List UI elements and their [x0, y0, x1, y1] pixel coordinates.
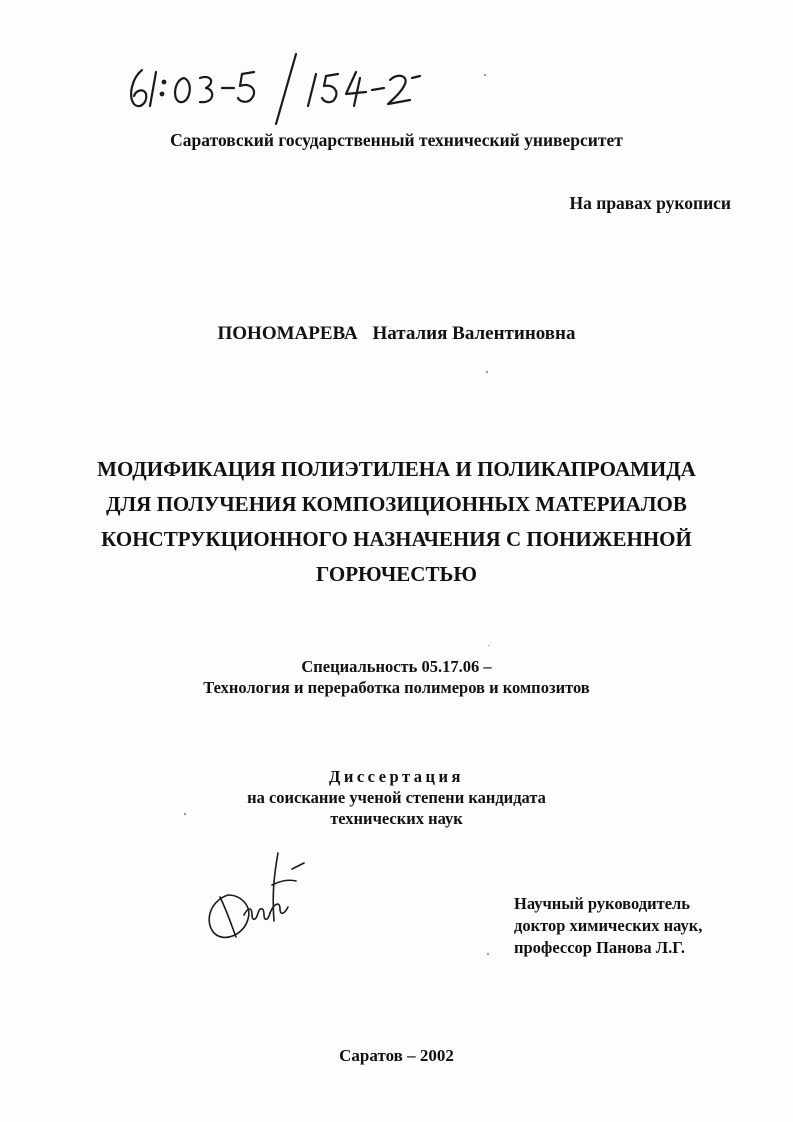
university-name: Саратовский государственный технический университет — [170, 130, 623, 150]
specialty-block — [0, 656, 793, 698]
title-line: ГОРЮЧЕСТЬЮ — [316, 562, 477, 586]
signature-drawing — [200, 845, 310, 945]
degree-line-2: технических наук — [330, 809, 463, 828]
scientific-advisor — [514, 893, 702, 959]
handwritten-archive-code — [120, 48, 450, 128]
author-surname: ПОНОМАРЕВА — [217, 323, 358, 344]
title-line: МОДИФИКАЦИЯ ПОЛИЭТИЛЕНА И ПОЛИКАПРОАМИДА — [97, 457, 696, 481]
dissertation-block — [0, 766, 793, 829]
advisor-role: Научный руководитель — [514, 894, 690, 913]
title-line: КОНСТРУКЦИОННОГО НАЗНАЧЕНИЯ С ПОНИЖЕННОЙ — [101, 527, 692, 551]
advisor-name: профессор Панова Л.Г. — [514, 938, 685, 957]
specialty-name: Технология и переработка полимеров и композитов — [203, 678, 590, 697]
dissertation-heading: Диссертация — [329, 767, 464, 786]
advisor-degree: доктор химических наук, — [514, 916, 703, 935]
title-line: ДЛЯ ПОЛУЧЕНИЯ КОМПОЗИЦИОННЫХ МАТЕРИАЛОВ — [106, 492, 687, 516]
scan-speck — [484, 74, 486, 76]
scan-speck — [486, 371, 488, 373]
dissertation-title — [0, 452, 793, 592]
rights-note: На правах рукописи — [569, 193, 731, 213]
author-name — [0, 323, 793, 345]
author-given-names: Наталия Валентиновна — [372, 323, 576, 344]
degree-line-1: на соискание ученой степени кандидата — [247, 788, 546, 807]
scan-speck — [488, 645, 489, 646]
scan-speck — [487, 953, 489, 955]
scan-speck — [184, 813, 186, 815]
city-year: Саратов – 2002 — [339, 1046, 454, 1065]
specialty-code: Специальность 05.17.06 – — [301, 657, 492, 676]
